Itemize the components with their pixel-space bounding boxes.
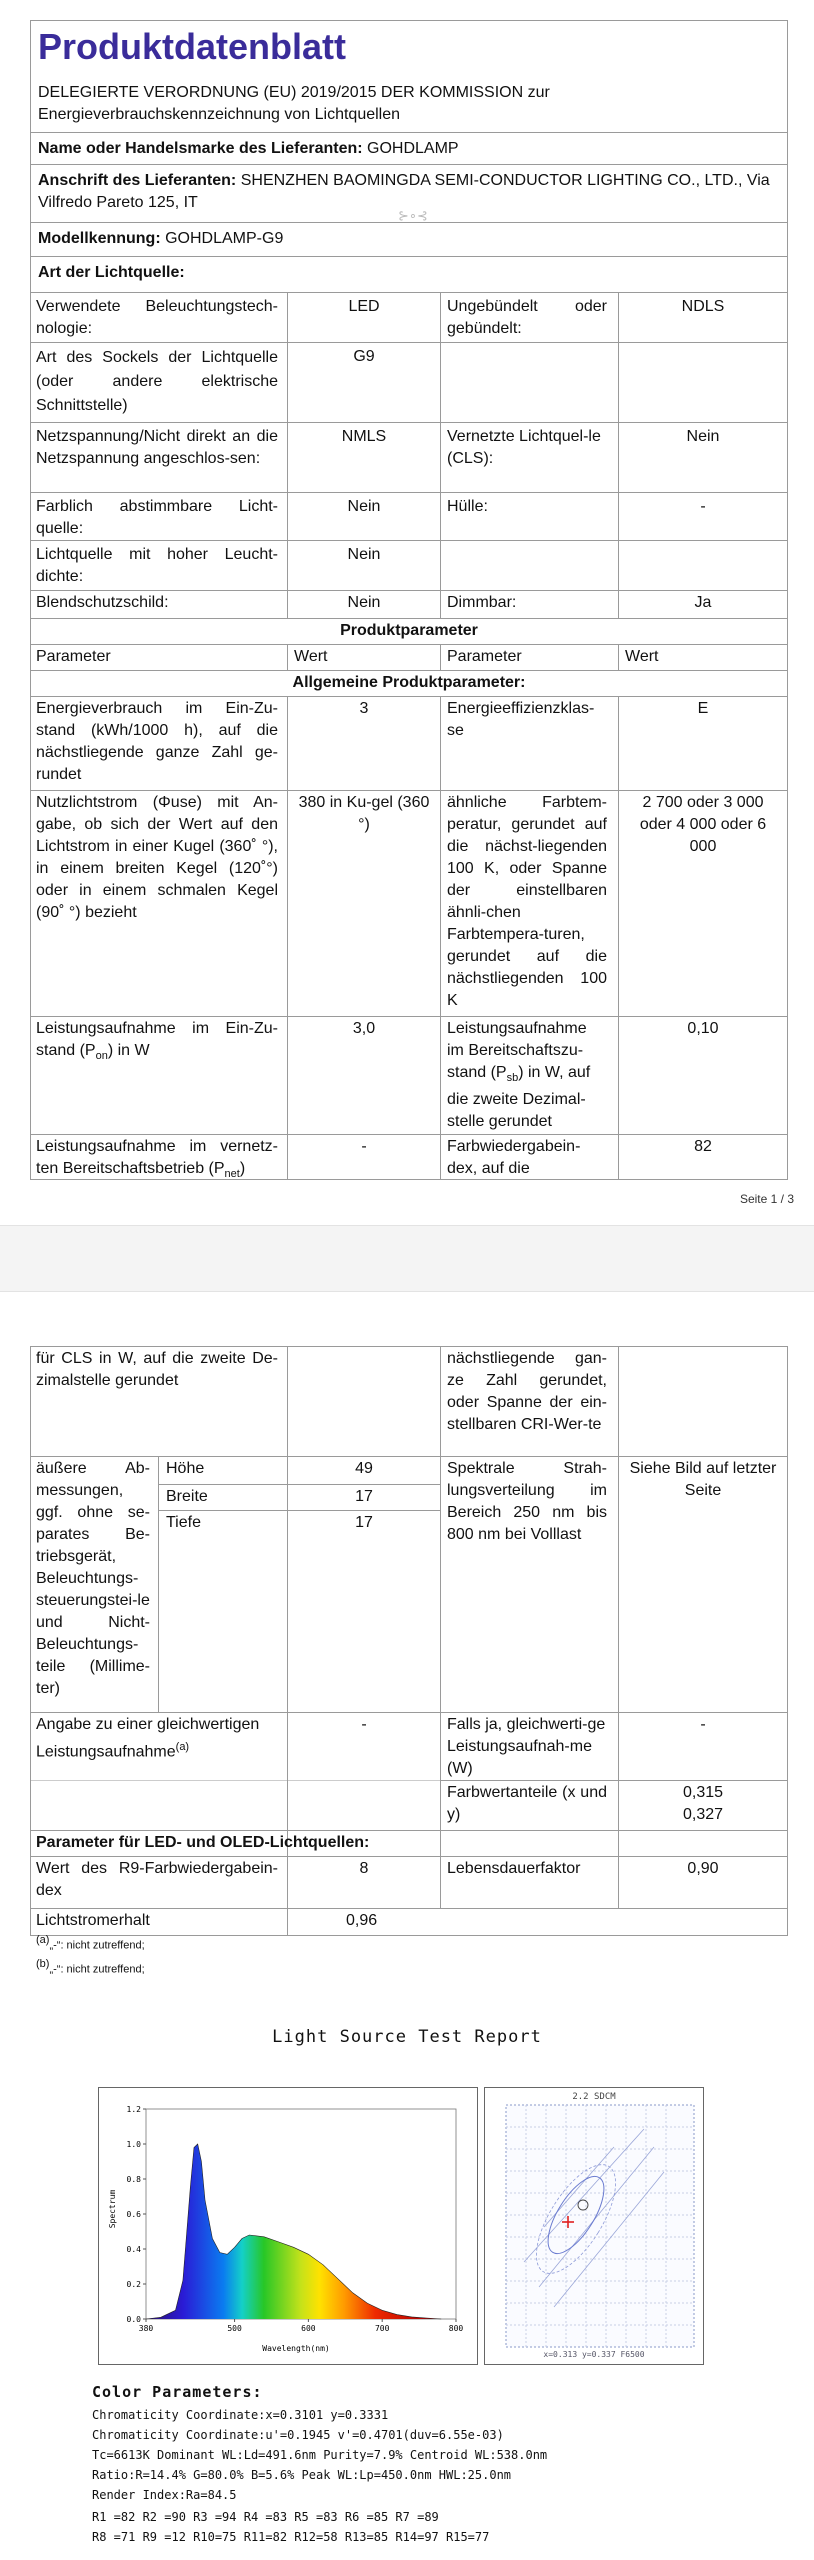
lumen-maintenance-label: Lichtstromerhalt (36, 1912, 150, 1929)
page-separator (0, 1225, 814, 1292)
cap-type-label: Art des Sockels der Lichtquelle (oder andere elektrische Schnittstelle) (36, 349, 278, 414)
footnote-b: $^{(b)}$„-“: nicht zutreffend; (36, 1958, 145, 1976)
lighting-technology-value: LED (348, 298, 380, 315)
chromaticity-y: 0,327 (682, 1806, 724, 1823)
footnote-a: $^{(a)}$„-“: nicht zutreffend; (36, 1934, 145, 1952)
general-parameters-heading: Allgemeine Produktparameter: (292, 674, 526, 691)
col-parameter-2: Parameter (447, 648, 522, 665)
lightsource-type-heading: Art der Lichtquelle: (38, 264, 185, 281)
lumen-maintenance-value: 0,96 (346, 1912, 378, 1929)
y-axis-label: Spectrum (108, 2189, 117, 2229)
energy-class-label: Energieeffizienzklas-se (447, 700, 595, 739)
x-tick-label: 600 (301, 2324, 316, 2333)
energy-consumption-value: 3 (359, 700, 369, 717)
spd-label: Spektrale Strah-lungsverteilung im Bereich 250 nm bis 800 nm bei Volllast (447, 1460, 607, 1543)
networked-standby-value: - (361, 1138, 367, 1155)
color-line-5: Render Index:Ra=84.5 (92, 2488, 237, 2502)
y-tick-label: 1.2 (126, 2105, 141, 2114)
mains-label: Netzspannung/Nicht direkt an die Netzspannung angeschlos-sen: (36, 428, 278, 467)
y-tick-label: 0.0 (126, 2315, 141, 2324)
high-luminance-label: Lichtquelle mit hoher Leucht-dichte: (36, 546, 278, 585)
chart-frame (99, 2088, 478, 2365)
y-tick-label: 0.2 (126, 2280, 141, 2289)
high-luminance-value: Nein (347, 546, 381, 563)
energy-class-value: E (697, 700, 709, 717)
depth-label: Tiefe (166, 1514, 201, 1531)
spectrum-chart (98, 2087, 478, 2365)
width-label: Breite (166, 1488, 208, 1505)
chromaticity-label: Farbwertanteile (x und y) (447, 1784, 607, 1823)
col-parameter-1: Parameter (36, 648, 111, 665)
power-standby-label: Leistungsaufnahme im Bereitschaftszu-stand $(P_{sb})$ in W, auf die zweite Dezimal-stelle gerundet (447, 1020, 591, 1131)
page-title: Produktdatenblatt (38, 26, 347, 67)
datasheet-page-1 (0, 0, 814, 1225)
power-standby-value: 0,10 (687, 1020, 719, 1037)
equivalent-watt-value: - (700, 1716, 706, 1733)
datasheet-page-2 (0, 1290, 814, 2560)
color-parameters-heading: Color Parameters: (92, 2383, 263, 2401)
report-title: Light Source Test Report (272, 2027, 542, 2047)
col-value-2: Wert (625, 648, 659, 665)
energy-consumption-label: Energieverbrauch im Ein-Zu-stand (kWh/1000 h), auf die nächstliegende ganze Zahl ge-rundet (36, 700, 278, 783)
survival-factor-value: 0,90 (687, 1860, 719, 1877)
width-value: 17 (355, 1488, 373, 1505)
height-label: Höhe (166, 1460, 205, 1477)
cct-label: ähnliche Farbtem-peratur, gerundet auf die nächst-liegenden 100 K, oder Spanne der einstellbaren ähnli-chen Farbtempera-turen, gerundet auf die nächstliegenden 100 K (447, 794, 607, 1009)
directional-label: Ungebündelt oder gebündelt: (447, 298, 607, 337)
glare-shield-label: Blendschutzschild: (36, 594, 169, 611)
color-line-2: Chromaticity Coordinate:u'=0.1945 v'=0.4701(duv=6.55e-03) (92, 2428, 504, 2442)
tunable-value: Nein (347, 498, 381, 515)
cri-cont: nächstliegende gan-ze Zahl gerundet, oder Spanne der ein-stellbaren CRI-Wer-te (447, 1350, 607, 1433)
directional-value: NDLS (681, 298, 725, 315)
lighting-technology-label: Verwendete Beleuchtungstech-nologie: (36, 298, 278, 337)
networked-standby-cont: für CLS in W, auf die zweite De-zimalstelle gerundet (36, 1350, 278, 1389)
cie-title: 2.2 SDCM (572, 2092, 616, 2102)
equivalent-power-value: - (361, 1716, 367, 1733)
dimmable-label: Dimmbar: (447, 594, 517, 611)
survival-factor-label: Lebensdauerfaktor (447, 1860, 581, 1877)
color-line-3: Tc=6613K Dominant WL:Ld=491.6nm Purity=7.9% Centroid WL:538.0nm (92, 2448, 548, 2462)
envelope-value: - (700, 498, 706, 515)
spd-value: Siehe Bild auf letzter Seite (629, 1460, 777, 1499)
model-row: Modellkennung: GOHDLAMP-G9 (38, 230, 284, 247)
y-tick-label: 0.6 (126, 2210, 141, 2219)
x-axis-label: Wavelength(nm) (262, 2344, 330, 2353)
regulation-text: DELEGIERTE VERORDNUNG (EU) 2019/2015 DER KOMMISSION zur Energieverbrauchskennzeichnung von Lichtquellen (38, 84, 550, 123)
product-parameters-heading: Produktparameter (340, 622, 478, 639)
power-on-value: 3,0 (352, 1020, 376, 1037)
cri-label: Farbwiedergabein-dex, auf die (447, 1138, 581, 1177)
height-value: 49 (355, 1460, 373, 1477)
depth-value: 17 (355, 1514, 373, 1531)
color-line-7: R8 =71 R9 =12 R10=75 R11=82 R12=58 R13=85 R14=97 R15=77 (92, 2530, 490, 2544)
cie-readout: x=0.313 y=0.337 F6500 (543, 2350, 645, 2359)
cls-label: Vernetzte Lichtquel-le (CLS): (447, 428, 601, 467)
y-tick-label: 1.0 (126, 2140, 141, 2149)
cri-value: 82 (694, 1138, 712, 1155)
x-tick-label: 800 (448, 2324, 464, 2333)
color-line-4: Ratio:R=14.4% G=80.0% B=5.6% Peak WL:Lp=450.0nm HWL:25.0nm (92, 2468, 512, 2482)
tunable-label: Farblich abstimmbare Licht-quelle: (36, 498, 278, 537)
dimensions-label: äußere Ab-messungen, ggf. ohne se-parates Be-triebsgerät, Beleuchtungs-steuerungstei-le und Nicht-Beleuchtungs-teile (Millime-ter) (36, 1460, 150, 1697)
useful-flux-label: Nutzlichtstrom (Φuse) mit An-gabe, ob sich der Wert auf den Lichtstrom in einer Kugel (360˚ °), in einem breiten Kegel (120˚°) oder in einem schmalen Kegel (90˚ °) bezieht (36, 794, 278, 921)
y-tick-label: 0.8 (126, 2175, 141, 2184)
r9-label: Wert des R9-Farbwiedergabein-dex (36, 1860, 278, 1899)
cap-type-value: G9 (353, 348, 375, 365)
color-line-6: R1 =82 R2 =90 R3 =94 R4 =83 R5 =83 R6 =85 R7 =89 (92, 2510, 439, 2524)
envelope-label: Hülle: (447, 498, 488, 515)
seal-mark: ⊱∘⊰ (398, 208, 428, 223)
x-tick-label: 500 (227, 2324, 242, 2333)
r9-value: 8 (359, 1860, 369, 1877)
cie-diagram (484, 2087, 704, 2365)
supplier-address-row: Anschrift des Lieferanten: SHENZHEN BAOMINGDA SEMI-CONDUCTOR LIGHTING CO., LTD., Via Vilfredo Pareto 125, IT (38, 172, 770, 211)
supplier-name-row: Name oder Handelsmarke des Lieferanten: GOHDLAMP (38, 140, 459, 157)
glare-shield-value: Nein (347, 594, 381, 611)
cls-value: Nein (686, 428, 720, 445)
x-tick-label: 700 (374, 2324, 390, 2333)
chromaticity-x: 0,315 (682, 1784, 724, 1801)
useful-flux-value: 380 in Ku-gel (360 °) (298, 794, 430, 833)
y-tick-label: 0.4 (126, 2245, 141, 2254)
power-on-label: Leistungsaufnahme im Ein-Zu-stand $(P_{on})$ in W (36, 1020, 278, 1063)
cct-value: 2 700 oder 3 000 oder 4 000 oder 6 000 (639, 794, 767, 855)
networked-standby-label: Leistungsaufnahme im vernetz-ten Bereitschaftsbetrieb $(P_{net})$ (36, 1138, 278, 1181)
dimmable-value: Ja (694, 594, 712, 611)
color-line-1: Chromaticity Coordinate:x=0.3101 y=0.3331 (92, 2408, 389, 2422)
led-parameters-heading: Parameter für LED- und OLED-Lichtquellen: (36, 1834, 370, 1851)
col-value-1: Wert (294, 648, 328, 665)
mains-value: NMLS (341, 428, 387, 445)
equivalent-power-label: Angabe zu einer gleichwertigen Leistungsaufnahme$^{(a)}$ (36, 1716, 260, 1761)
page-number: Seite 1 / 3 (739, 1192, 794, 1206)
equivalent-watt-label: Falls ja, gleichwerti-ge Leistungsaufnah-me (W) (447, 1716, 606, 1777)
x-tick-label: 380 (138, 2324, 154, 2333)
